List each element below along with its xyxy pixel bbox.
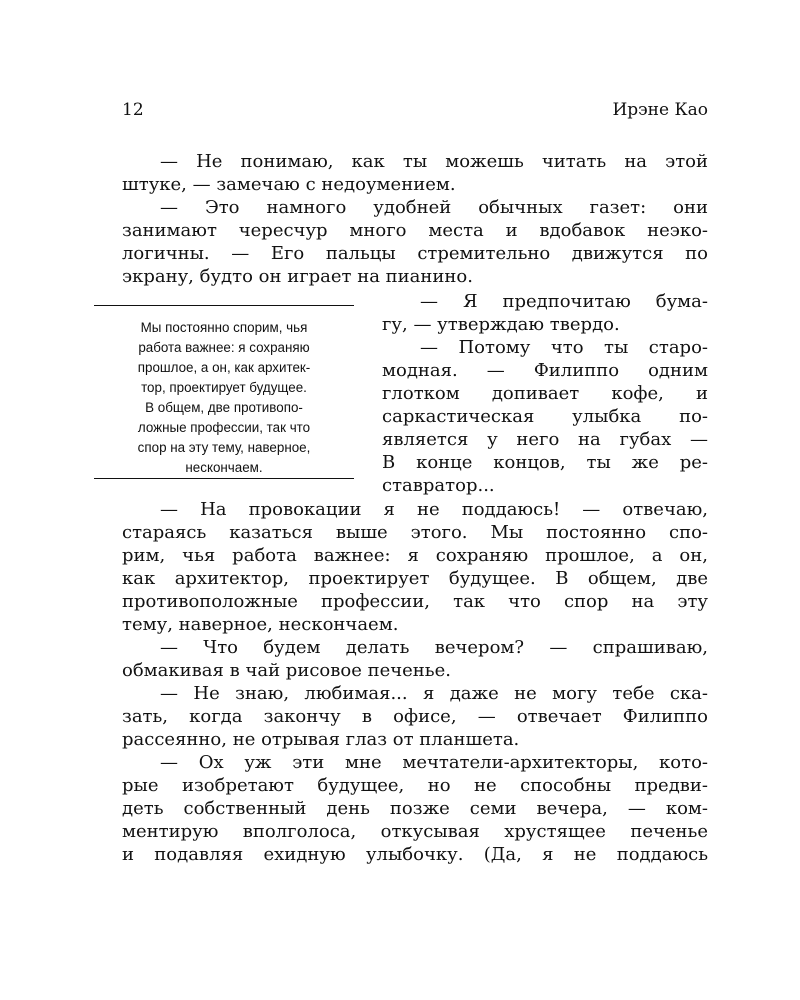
running-title: Ирэне Као <box>612 100 708 120</box>
body-line: как архитектор, проектирует будущее. В общем, две <box>122 568 708 589</box>
body-line: противоположные профессии, так что спор на эту <box>122 591 708 612</box>
body-line: глотком допивает кофе, и <box>382 383 708 404</box>
body-line: зать, когда закончу в офисе, — отвечает Филиппо <box>122 706 708 727</box>
pull-quote <box>94 305 354 479</box>
body-line: рые изобретают будущее, но не способны предви- <box>122 775 708 796</box>
body-line: логичны. — Его пальцы стремительно движутся по <box>122 243 708 264</box>
body-line: штуке, — замечаю с недоумением. <box>122 174 456 195</box>
body-line: — Потому что ты старо- <box>420 337 708 358</box>
body-line: — Не понимаю, как ты можешь читать на этой <box>160 151 708 172</box>
pull-quote-line: спор на эту тему, наверное, <box>137 440 311 455</box>
body-line: ментирую вполголоса, откусывая хрустящее печенье <box>122 821 708 842</box>
body-line: является у него на губах — <box>382 429 708 450</box>
body-line: рассеянно, не отрывая глаз от планшета. <box>122 729 520 750</box>
running-header <box>122 100 708 124</box>
body-line: ставратор... <box>382 475 495 496</box>
body-line: и подавляя ехидную улыбочку. (Да, я не поддаюсь <box>122 844 708 865</box>
body-line: гу, — утверждаю твердо. <box>382 314 620 335</box>
pull-quote-line: прошлое, а он, как архитек- <box>137 360 311 375</box>
body-line: деть собственный день позже семи вечера, — ком- <box>122 798 708 819</box>
body-line: рим, чья работа важнее: я сохраняю прошлое, а он, <box>122 545 708 566</box>
body-line: модная. — Филиппо одним <box>382 360 708 381</box>
body-line: тему, наверное, нескончаем. <box>122 614 399 635</box>
page-number: 12 <box>122 100 144 120</box>
pull-quote-line: нескончаем. <box>185 460 263 475</box>
body-line: — На провокации я не поддаюсь! — отвечаю, <box>160 499 708 520</box>
body-line: саркастическая улыбка по- <box>382 406 708 427</box>
pull-quote-line: В общем, две противопо- <box>145 400 303 415</box>
pull-quote-line: ложные профессии, так что <box>137 420 311 435</box>
pull-quote-text <box>94 318 354 478</box>
body-line: экрану, будто он играет на пианино. <box>122 266 473 287</box>
body-line: — Это намного удобней обычных газет: они <box>160 197 708 218</box>
pull-quote-line: работа важнее: я сохраняю <box>138 340 310 355</box>
body-line: — Не знаю, любимая... я даже не могу тебе ска- <box>160 683 708 704</box>
body-line: — Ох уж эти мне мечтатели-архитекторы, кото- <box>160 752 708 773</box>
pull-quote-line: Мы постоянно спорим, чья <box>140 320 308 335</box>
body-line: В конце концов, ты же ре- <box>382 452 708 473</box>
pull-quote-line: тор, проектирует будущее. <box>141 380 307 395</box>
body-line: — Что будем делать вечером? — спрашиваю, <box>160 637 708 658</box>
body-line: занимают чересчур много места и вдобавок неэко- <box>122 220 708 241</box>
body-line: обмакивая в чай рисовое печенье. <box>122 660 451 681</box>
body-line: стараясь казаться выше этого. Мы постоянно спо- <box>122 522 708 543</box>
body-line: — Я предпочитаю бума- <box>420 291 708 312</box>
